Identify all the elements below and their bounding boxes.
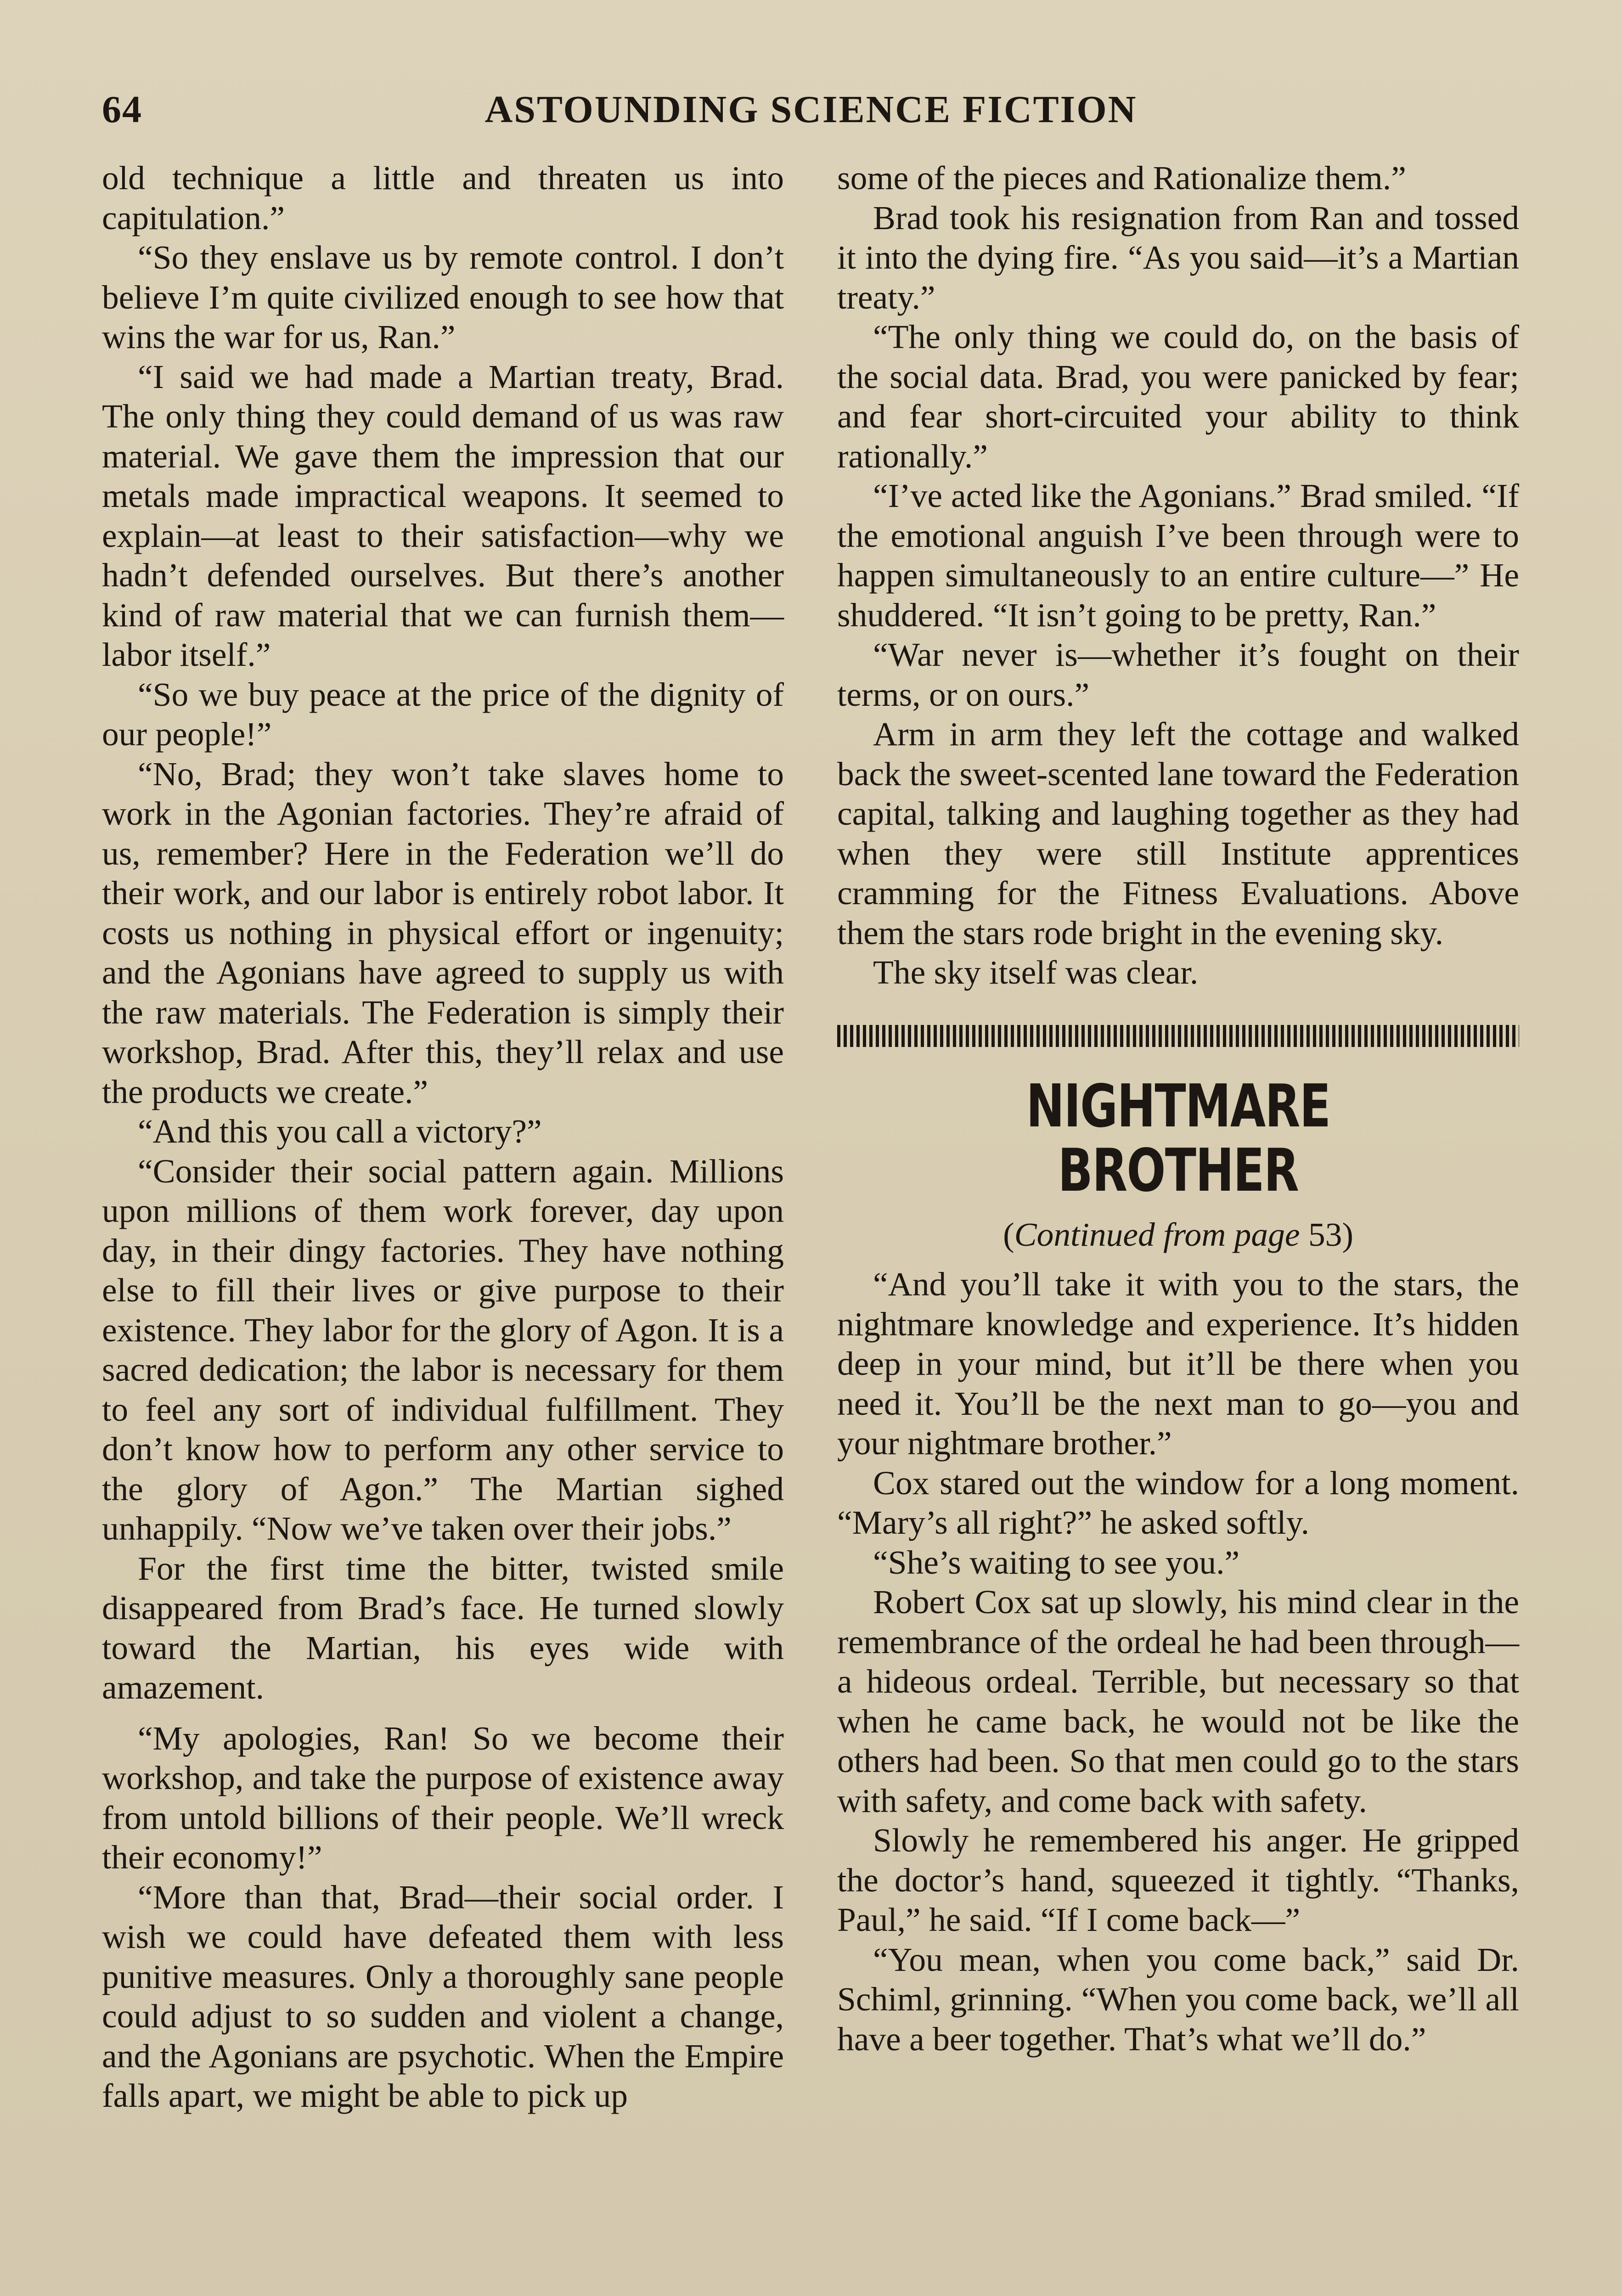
story-title: NIGHTMARE BROTHER	[1026, 1072, 1330, 1205]
paragraph: Robert Cox sat up slowly, his mind clear in the remembrance of the ordeal he had been through—a hideous ordeal. Terrible, but necessary so that when he came back, he would not be like the others had been. So that men could go to the stars with safety, and come back with safety.	[837, 1583, 1519, 1819]
paragraph: “My apologies, Ran! So we become their workshop, and take the purpose of existence away from untold billions of their people. We’ll wreck their economy!”	[102, 1719, 784, 1876]
page-number: 64	[102, 88, 142, 131]
paragraph: Slowly he remembered his anger. He gripped the doctor’s hand, squeezed it tightly. “Thanks, Paul,” he said. “If I come back—”	[837, 1822, 1519, 1938]
paragraph: “The only thing we could do, on the basis of the social data. Brad, you were panicked by fear; and fear short-circuited your ability to think rationally.”	[837, 318, 1519, 475]
paragraph: “More than that, Brad—their social order. I wish we could have defeated them with less punitive measures. Only a thoroughly sane people could adjust to so sudden and violent a change, and the Agonians are psychotic. When the Empire falls apart, we might be able to pick up	[102, 1878, 784, 2114]
paragraph: Cox stared out the window for a long moment. “Mary’s all right?” he asked softly.	[837, 1464, 1519, 1541]
paragraph: “So they enslave us by remote control. I don’t believe I’m quite civilized enough to see how that wins the war for us, Ran.”	[102, 239, 784, 355]
right-column	[837, 158, 1519, 2059]
continued-text: Continued from page	[1014, 1216, 1300, 1253]
paragraph: The sky itself was clear.	[873, 954, 1199, 991]
paragraph: “You mean, when you come back,” said Dr. Schiml, grinning. “When you come back, we’ll all have a beer together. That’s what we’ll do.”	[837, 1941, 1519, 2058]
continued-page-number: 53	[1308, 1216, 1342, 1253]
paragraph: “War never is—whether it’s fought on their terms, or on ours.”	[837, 636, 1519, 713]
paragraph: Arm in arm they left the cottage and walked back the sweet-scented lane toward the Federation capital, talking and laughing together as they had when they were still Institute apprentices cramming for the Fitness Evaluations. Above them the stars rode bright in the evening sky.	[837, 715, 1519, 951]
paragraph: “She’s waiting to see you.”	[873, 1543, 1240, 1581]
paragraph: “No, Brad; they won’t take slaves home to work in the Agonian factories. They’re afraid of us, remember? Here in the Federation we’ll do their work, and our labor is entirely robot labor. It costs us nothing in physical effort or ingenuity; and the Agonians have agreed to supply us with the raw materials. The Federation is simply their workshop, Brad. After this, they’ll relax and use the products we create.”	[102, 755, 784, 1110]
section-divider	[837, 1025, 1519, 1047]
continued-close-paren: )	[1342, 1216, 1353, 1253]
paragraph: “And this you call a victory?”	[138, 1113, 542, 1150]
paragraph: Brad took his resignation from Ran and tossed it into the dying fire. “As you said—it’s a Martian treaty.”	[837, 199, 1519, 316]
running-header	[102, 87, 1520, 138]
paragraph: For the first time the bitter, twisted smile disappeared from Brad’s face. He turned slowly toward the Martian, his eyes wide with amazement.	[102, 1549, 784, 1706]
left-column	[102, 158, 784, 2116]
paragraph: old technique a little and threaten us into capitulation.”	[102, 159, 784, 236]
continued-open-paren: (	[1003, 1216, 1014, 1253]
paragraph: “I’ve acted like the Agonians.” Brad smiled. “If the emotional anguish I’ve been through were to happen simultaneously to an entire culture—” He shuddered. “It isn’t going to be pretty, Ran.”	[837, 477, 1519, 634]
paragraph: “And you’ll take it with you to the stars, the nightmare knowledge and experience. It’s hidden deep in your mind, but it’ll be there when you need it. You’ll be the next man to go—you and your nightmare brother.”	[837, 1266, 1519, 1462]
continued-note	[837, 1215, 1519, 1255]
paragraph: “I said we had made a Martian treaty, Brad. The only thing they could demand of us was raw material. We gave them the impression that our metals made impractical weapons. It seemed to explain—at least to their satisfaction—why we hadn’t defended ourselves. But there’s another kind of raw material that we can furnish them—labor itself.”	[102, 358, 784, 673]
paragraph: some of the pieces and Rationalize them.”	[837, 159, 1406, 197]
paragraph: “So we buy peace at the price of the dignity of our people!”	[102, 675, 784, 753]
paragraph: “Consider their social pattern again. Millions upon millions of them work forever, day upon day, in their dingy factories. They have nothing else to fill their lives or give purpose to their existence. They labor for the glory of Agon. It is a sacred dedication; the labor is necessary for them to feel any sort of individual fulfillment. They don’t know how to perform any other service to the glory of Agon.” The Martian sighed unhappily. “Now we’ve taken over their jobs.”	[102, 1152, 784, 1547]
running-title: ASTOUNDING SCIENCE FICTION	[484, 88, 1138, 131]
